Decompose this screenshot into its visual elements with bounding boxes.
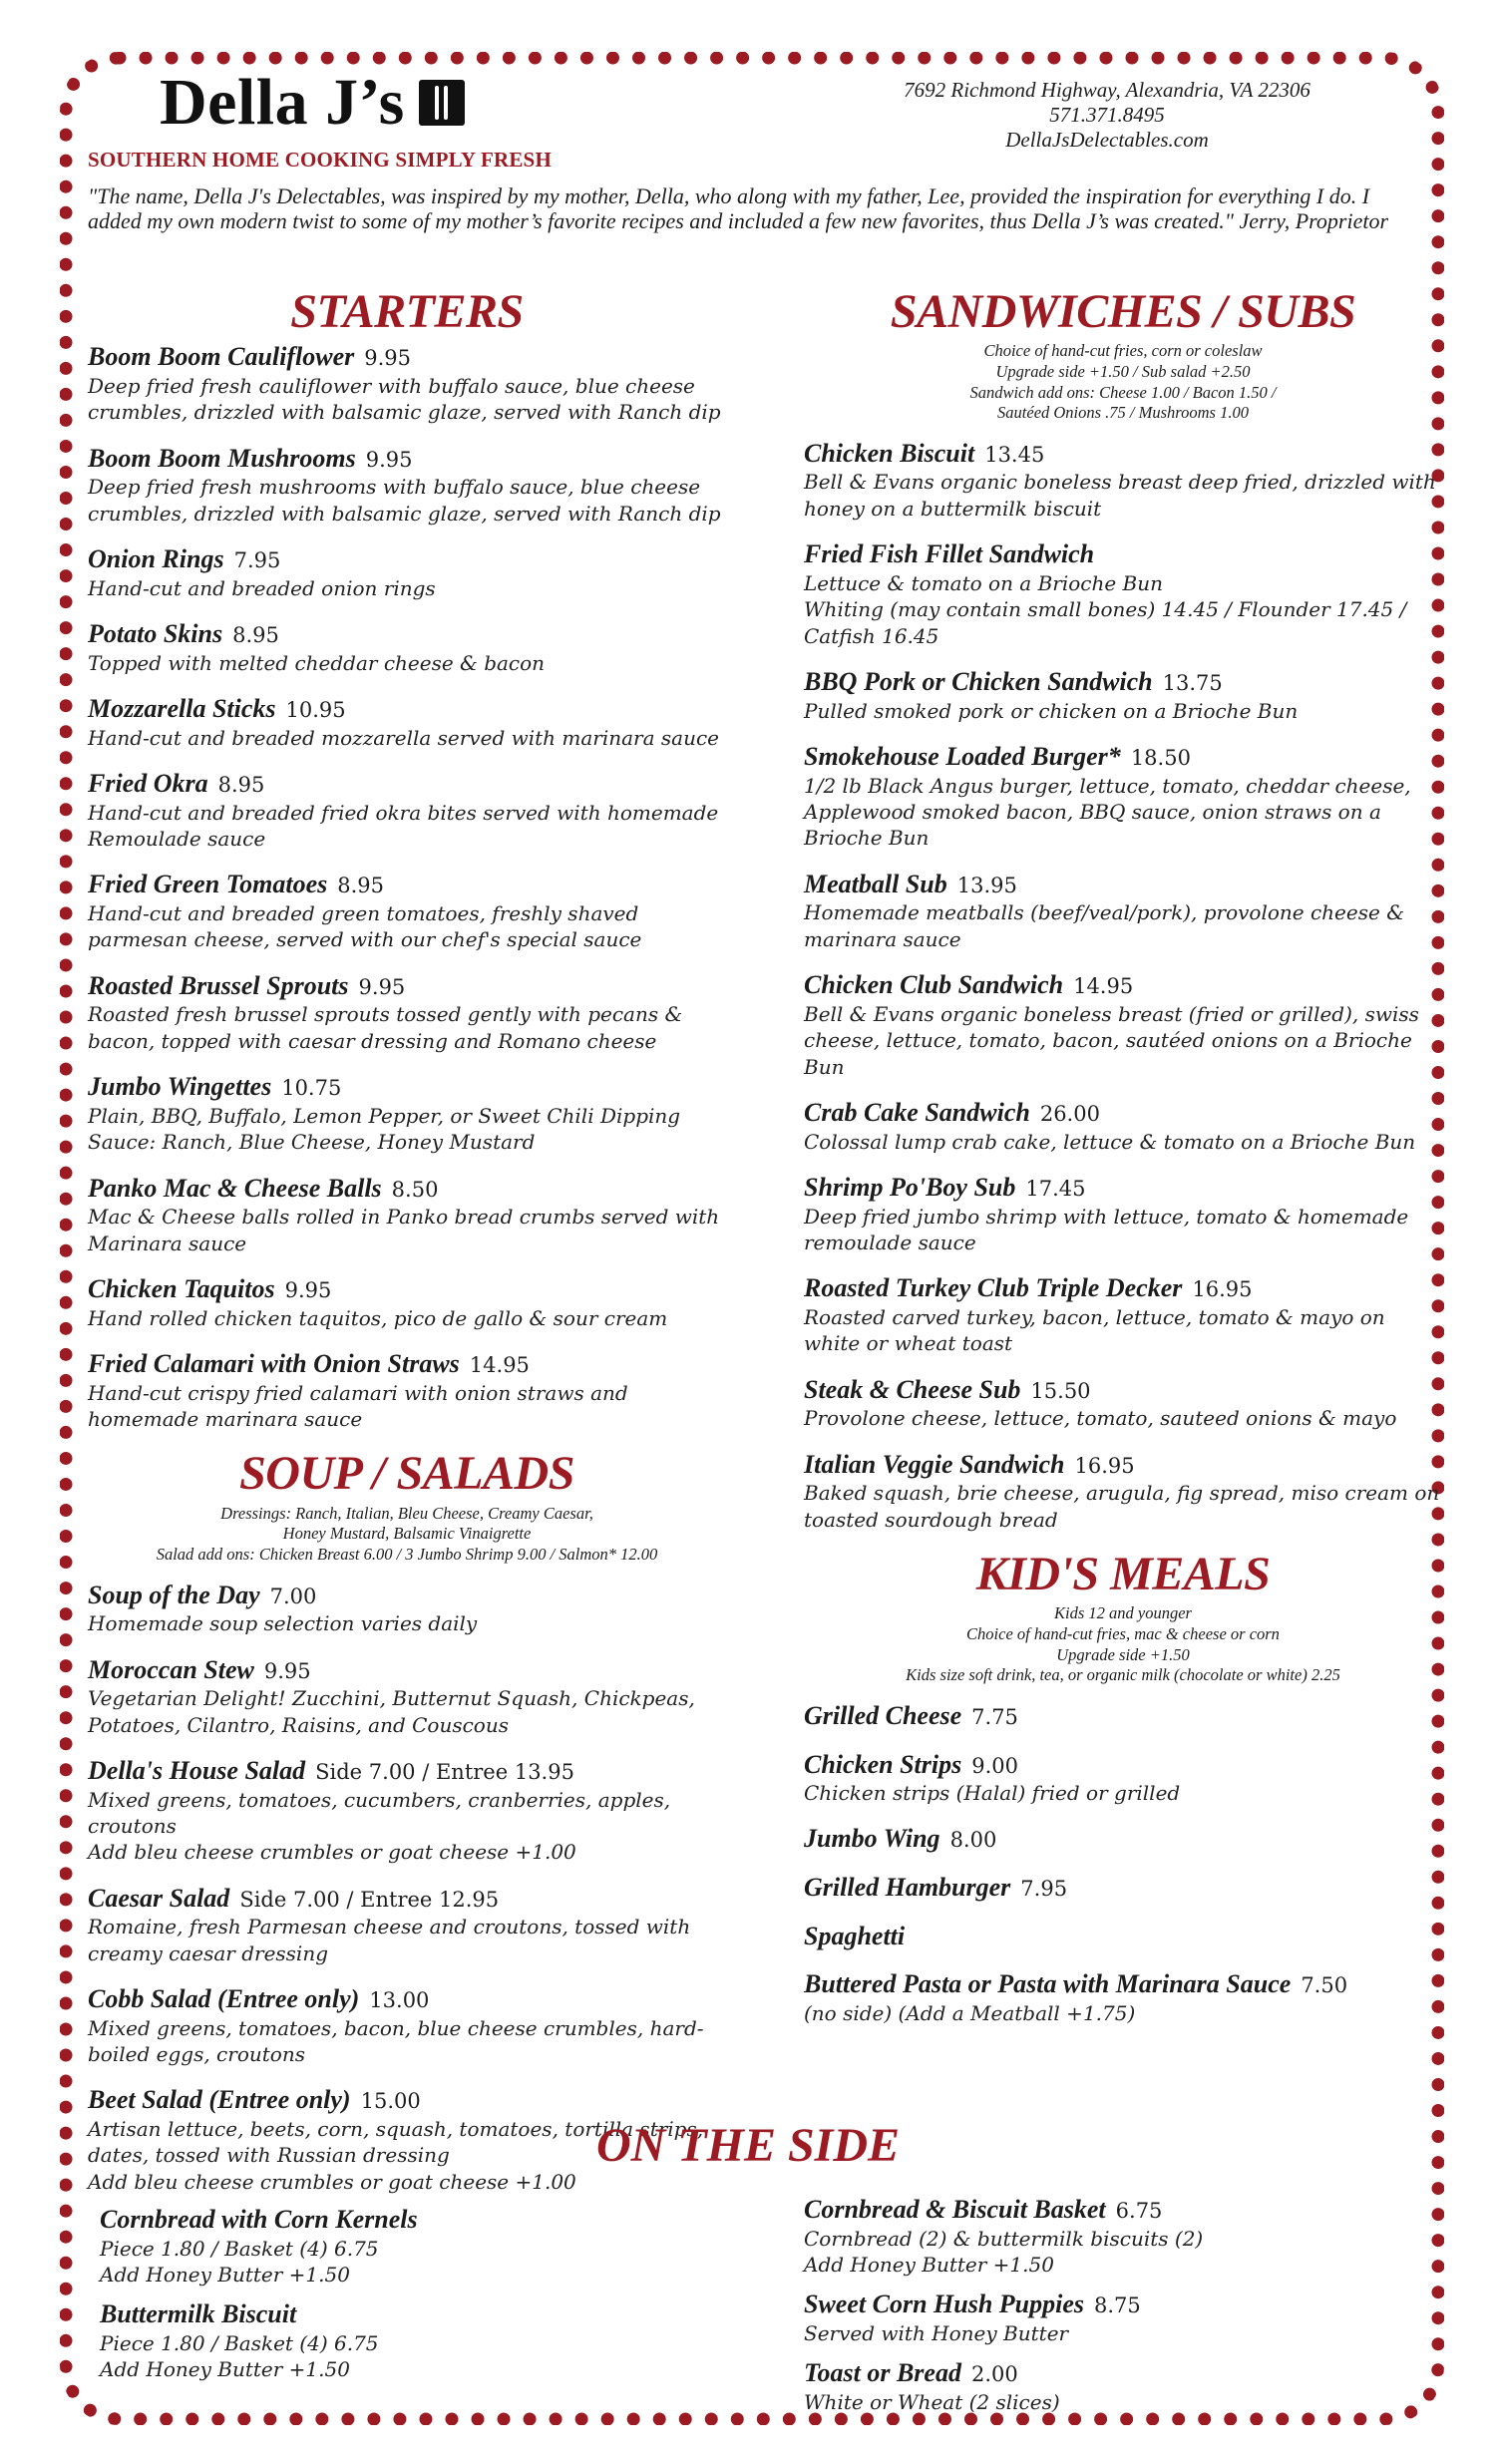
menu-item-header <box>88 768 726 800</box>
menu-item-name: Beet Salad (Entree only) <box>88 2085 351 2115</box>
menu-item-header <box>88 1580 726 1611</box>
menu-item-description: Roasted fresh brussel sprouts tossed gently with pecans & <box>88 1002 683 1027</box>
menu-item <box>88 543 726 601</box>
soup-salads-title: SOUP / SALADS <box>239 1447 574 1501</box>
menu-item-description: Mac & Cheese balls rolled in Panko bread crumbs served with <box>88 1205 720 1230</box>
menu-item-description: honey on a buttermilk biscuit <box>804 496 1102 521</box>
menu-item-price: 7.75 <box>971 1704 1018 1729</box>
menu-item-name: Fried Fish Fillet Sandwich <box>804 539 1095 569</box>
menu-item-description: Hand-cut and breaded onion rings <box>88 575 436 600</box>
sandwiches-list <box>804 438 1442 1533</box>
menu-item-price: 16.95 <box>1074 1453 1135 1478</box>
menu-item-name: Cobb Salad (Entree only) <box>88 1984 360 2014</box>
menu-item-description: Hand-cut and breaded green tomatoes, freshly shaved <box>88 901 639 926</box>
menu-item-price: 7.95 <box>1020 1877 1068 1902</box>
menu-item-header <box>88 1883 726 1915</box>
menu-item-name: BBQ Pork or Chicken Sandwich <box>804 667 1153 697</box>
menu-item-description: Bell & Evans organic boneless breast (fried or grilled), swiss <box>804 1001 1419 1026</box>
menu-item-description: boiled eggs, croutons <box>88 2042 305 2067</box>
fork-knife-icon <box>419 80 465 126</box>
menu-item-header <box>88 1273 726 1305</box>
menu-item <box>88 443 726 527</box>
menu-item-header <box>88 618 726 650</box>
menu-item-header <box>88 970 726 1002</box>
menu-item-header <box>804 1823 1442 1855</box>
menu-item-description: marinara sauce <box>804 926 961 951</box>
tagline: SOUTHERN HOME COOKING SIMPLY FRESH <box>88 148 552 172</box>
menu-item-price: 13.75 <box>1162 671 1223 696</box>
menu-item-description: Lettuce & tomato on a Brioche Bun <box>804 570 1164 595</box>
menu-item-header <box>804 1172 1442 1204</box>
menu-item-price: 9.95 <box>284 1277 332 1302</box>
note-line: Dressings: Ranch, Italian, Bleu Cheese, Creamy Caesar, <box>220 1503 593 1523</box>
menu-item-header <box>804 666 1442 698</box>
menu-item-description: Homemade meatballs (beef/veal/pork), provolone cheese & <box>804 900 1404 925</box>
logo-text: Della J’s <box>160 66 405 139</box>
right-column <box>804 281 1442 2043</box>
menu-item <box>88 1273 726 1331</box>
left-column <box>88 281 726 2212</box>
menu-item-description: Deep fried fresh cauliflower with buffalo sauce, blue cheese <box>88 373 695 398</box>
menu-item-price: 14.95 <box>1073 974 1134 999</box>
menu-item-price: 8.95 <box>337 874 385 898</box>
menu-item-price: 8.95 <box>232 623 279 648</box>
menu-item-name: Boom Boom Mushrooms <box>88 443 356 473</box>
menu-item-description: Provolone cheese, lettuce, tomato, sauteed onions & mayo <box>804 1406 1397 1431</box>
starters-title: STARTERS <box>290 285 524 338</box>
menu-item-description: Mixed greens, tomatoes, cucumbers, cranberries, apples, <box>88 1787 671 1812</box>
menu-item-description: Remoulade sauce <box>88 827 266 852</box>
menu-item <box>88 1348 726 1432</box>
menu-item-price: 9.00 <box>971 1753 1018 1778</box>
menu-item-price: 9.95 <box>358 974 406 999</box>
menu-item-header <box>88 2084 726 2116</box>
menu-item-name: Grilled Hamburger <box>804 1873 1011 1903</box>
menu-item-description: Deep fried jumbo shrimp with lettuce, tomato & homemade <box>804 1204 1409 1229</box>
soup-salads-list <box>88 1580 726 2196</box>
menu-item-description: Mixed greens, tomatoes, bacon, blue cheese crumbles, hard- <box>88 2015 704 2040</box>
menu-item-description: Hand-cut crispy fried calamari with onion straws and <box>88 1380 628 1405</box>
menu-item-price: 10.75 <box>281 1076 342 1101</box>
menu-item-name: Chicken Taquitos <box>88 1273 275 1303</box>
menu-item-name: Soup of the Day <box>88 1580 260 1609</box>
menu-item <box>100 2298 718 2382</box>
menu-item-price: 6.75 <box>1115 2199 1163 2223</box>
menu-item <box>804 538 1442 649</box>
menu-item-name: Shrimp Po'Boy Sub <box>804 1172 1016 1202</box>
menu-item-description: remoulade sauce <box>804 1230 976 1254</box>
menu-item-description: 1/2 lb Black Angus burger, lettuce, tomato, cheddar cheese, <box>804 773 1411 798</box>
menu-item-header <box>804 2288 1422 2320</box>
note-line: Sandwich add ons: Cheese 1.00 / Bacon 1.50 / <box>969 382 1277 402</box>
brand-block <box>88 66 606 173</box>
menu-item <box>804 2357 1422 2415</box>
menu-item-description: Vegetarian Delight! Zucchini, Butternut Squash, Chickpeas, <box>88 1686 695 1711</box>
menu-item <box>804 1823 1442 1855</box>
menu-item-description: toasted sourdough bread <box>804 1507 1058 1532</box>
menu-item-price: 9.95 <box>364 346 412 371</box>
menu-item-header <box>804 1700 1442 1732</box>
menu-item-price: 7.00 <box>269 1584 317 1608</box>
menu-item-name: Toast or Bread <box>804 2358 961 2388</box>
menu-item-description: White or Wheat (2 slices) <box>804 2389 1060 2414</box>
menu-item <box>804 438 1442 522</box>
note-line: Salad add ons: Chicken Breast 6.00 / 3 Jumbo Shrimp 9.00 / Salmon* 12.00 <box>156 1544 658 1564</box>
menu-item <box>804 2288 1422 2346</box>
menu-item-header <box>804 1374 1442 1406</box>
menu-item-description: dates, tossed with Russian dressing <box>88 2143 450 2168</box>
menu-item <box>804 1921 1442 1952</box>
menu-item-description: Catfish 16.45 <box>804 623 939 648</box>
menu-item-header <box>100 2204 718 2236</box>
menu-item-name: Steak & Cheese Sub <box>804 1374 1021 1404</box>
note-line: Kids 12 and younger <box>1054 1603 1192 1623</box>
menu-item-name: Cornbread & Biscuit Basket <box>804 2195 1106 2224</box>
menu-item-description: creamy caesar dressing <box>88 1940 329 1965</box>
menu-item-header <box>88 341 726 373</box>
menu-item-description: Marinara sauce <box>88 1231 247 1255</box>
menu-item <box>804 1272 1442 1356</box>
menu-item-header <box>88 543 726 575</box>
menu-item-name: Fried Okra <box>88 769 208 799</box>
note-line: Sautéed Onions .75 / Mushrooms 1.00 <box>997 403 1249 423</box>
menu-item-name: Onion Rings <box>88 544 224 574</box>
menu-item-name: Panko Mac & Cheese Balls <box>88 1173 382 1203</box>
menu-item <box>88 1580 726 1637</box>
menu-item-description: Hand-cut and breaded mozzarella served with marinara sauce <box>88 725 719 750</box>
menu-item-name: Sweet Corn Hush Puppies <box>804 2289 1085 2319</box>
menu-item <box>804 1097 1442 1155</box>
menu-item-description: Whiting (may contain small bones) 14.45 / Flounder 17.45 / <box>804 597 1407 622</box>
menu-item-description: Topped with melted cheddar cheese & bacon <box>88 650 546 675</box>
menu-item-name: Grilled Cheese <box>804 1700 962 1730</box>
menu-item-name: Mozzarella Sticks <box>88 694 276 724</box>
phone: 571.371.8495 <box>1049 103 1165 128</box>
menu-item-description: homemade marinara sauce <box>88 1406 363 1431</box>
menu-item-description: Add bleu cheese crumbles or goat cheese +1.00 <box>88 1840 576 1865</box>
menu-item <box>804 741 1442 852</box>
menu-item-description: Romaine, fresh Parmesan cheese and croutons, tossed with <box>88 1915 691 1939</box>
menu-item-header <box>804 1097 1442 1129</box>
menu-item-header <box>88 693 726 725</box>
menu-item-header <box>88 443 726 475</box>
menu-item-description: Add Honey Butter +1.50 <box>100 2357 350 2382</box>
menu-item-price: 10.95 <box>285 698 346 723</box>
menu-item-name: Buttered Pasta or Pasta with Marinara Sauce <box>804 1969 1292 1999</box>
menu-item-name: Spaghetti <box>804 1921 906 1950</box>
menu-item-name: Italian Veggie Sandwich <box>804 1449 1065 1479</box>
menu-item-header <box>88 1755 726 1787</box>
menu-item-header <box>88 1654 726 1686</box>
menu-item-header <box>804 438 1442 470</box>
menu-item-name: Smokehouse Loaded Burger* <box>804 742 1121 772</box>
kids-title: KID'S MEALS <box>975 1548 1271 1601</box>
menu-item-price: 9.95 <box>365 447 413 472</box>
menu-item-description: crumbles, drizzled with balsamic glaze, served with Ranch dip <box>88 501 721 526</box>
menu-item-header <box>88 1173 726 1205</box>
menu-item-description: Cornbread (2) & buttermilk biscuits (2) <box>804 2226 1204 2251</box>
menu-item-name: Roasted Turkey Club Triple Decker <box>804 1273 1183 1303</box>
menu-item-price: 13.00 <box>369 1988 430 2013</box>
menu-item-price: 8.00 <box>949 1828 997 1853</box>
menu-item-description: croutons <box>88 1813 177 1838</box>
menu-item <box>88 1755 726 1866</box>
menu-item-description: Pulled smoked pork or chicken on a Brioche Bun <box>804 698 1299 723</box>
menu-item-header <box>804 538 1442 570</box>
menu-item-header <box>804 969 1442 1001</box>
starters-list <box>88 341 726 1432</box>
menu-item <box>88 341 726 425</box>
menu-item <box>88 1983 726 2067</box>
menu-item-name: Della's House Salad <box>88 1755 306 1785</box>
menu-item <box>804 1172 1442 1255</box>
menu-item-price: 8.75 <box>1094 2293 1141 2318</box>
menu-item-description: crumbles, drizzled with balsamic glaze, served with Ranch dip <box>88 400 721 425</box>
menu-item-name: Roasted Brussel Sprouts <box>88 970 349 1000</box>
menu-item-description: Sauce: Ranch, Blue Cheese, Honey Mustard <box>88 1130 536 1155</box>
menu-item-description: Hand-cut and breaded fried okra bites served with homemade <box>88 800 719 825</box>
menu-item <box>88 869 726 952</box>
on-the-side-right-list <box>804 2194 1422 2426</box>
menu-item <box>804 1700 1442 1732</box>
menu-item <box>804 666 1442 724</box>
menu-item-description: Add Honey Butter +1.50 <box>804 2252 1054 2277</box>
menu-item <box>804 1449 1442 1533</box>
menu-item-description: Artisan lettuce, beets, corn, squash, tomatoes, tortilla strips, <box>88 2117 704 2142</box>
menu-item-name: Meatball Sub <box>804 869 947 898</box>
menu-item-header <box>88 1071 726 1103</box>
note-line: Upgrade side +1.50 / Sub salad +2.50 <box>995 362 1251 382</box>
soup-salads-note <box>88 1504 726 1566</box>
on-the-side-title: ON THE SIDE <box>595 2119 901 2172</box>
menu-item-name: Potato Skins <box>88 619 223 649</box>
menu-item <box>88 768 726 852</box>
menu-item-header <box>804 1921 1442 1952</box>
menu-item-price: 18.50 <box>1130 746 1191 771</box>
menu-item-price: Side 7.00 / Entree 13.95 <box>315 1759 574 1784</box>
note-line: Choice of hand-cut fries, corn or coleslaw <box>983 341 1263 361</box>
menu-item-description: (no side) (Add a Meatball +1.75) <box>804 2000 1136 2025</box>
menu-item-name: Fried Green Tomatoes <box>88 870 328 899</box>
menu-item-description: Add Honey Butter +1.50 <box>100 2262 350 2287</box>
menu-item-header <box>804 1272 1442 1304</box>
menu-item-description: Piece 1.80 / Basket (4) 6.75 <box>100 2236 379 2261</box>
note-line: Upgrade side +1.50 <box>1056 1644 1190 1664</box>
menu-item-name: Cornbread with Corn Kernels <box>100 2205 418 2234</box>
on-the-side-left-list <box>100 2204 718 2394</box>
menu-item-header <box>88 869 726 900</box>
menu-item-price: 15.00 <box>360 2089 421 2114</box>
address: 7692 Richmond Highway, Alexandria, VA 22306 <box>904 78 1310 102</box>
menu-item-description: Brioche Bun <box>804 826 930 851</box>
menu-item-description: Baked squash, brie cheese, arugula, fig spread, miso cream on <box>804 1481 1440 1506</box>
menu-item-price: 2.00 <box>970 2362 1018 2387</box>
menu-item-price: 17.45 <box>1025 1176 1086 1201</box>
menu-item-name: Chicken Biscuit <box>804 438 975 468</box>
menu-item <box>804 1872 1442 1904</box>
menu-item-description: Add bleu cheese crumbles or goat cheese +1.00 <box>88 2169 576 2194</box>
kids-note <box>804 1603 1442 1686</box>
menu-item-description: bacon, topped with caesar dressing and Romano cheese <box>88 1028 657 1053</box>
menu-item <box>88 1654 726 1738</box>
sandwiches-note <box>804 341 1442 424</box>
menu-item-header <box>804 869 1442 900</box>
menu-item-name: Jumbo Wingettes <box>88 1072 272 1102</box>
menu-item-price: 13.45 <box>984 442 1045 467</box>
menu-item-header <box>88 1348 726 1380</box>
menu-item-name: Fried Calamari with Onion Straws <box>88 1348 460 1378</box>
menu-item-description: Deep fried fresh mushrooms with buffalo sauce, blue cheese <box>88 475 701 500</box>
sandwiches-title: SANDWICHES / SUBS <box>890 285 1356 338</box>
menu-item-price: 8.95 <box>217 773 265 798</box>
menu-item-price: 15.50 <box>1030 1378 1091 1403</box>
menu-item-header <box>804 1449 1442 1481</box>
menu-item-description: white or wheat toast <box>804 1331 1013 1356</box>
menu-item-price: 16.95 <box>1192 1277 1253 1302</box>
menu-item-description: Hand rolled chicken taquitos, pico de gallo & sour cream <box>88 1305 668 1330</box>
note-line: Kids size soft drink, tea, or organic milk (chocolate or white) 2.25 <box>906 1665 1340 1685</box>
menu-item-header <box>100 2298 718 2330</box>
logo <box>160 66 606 139</box>
menu-item-name: Caesar Salad <box>88 1883 230 1913</box>
contact-info <box>828 78 1386 154</box>
menu-item-header <box>804 1968 1442 2000</box>
menu-item-header <box>804 741 1442 773</box>
menu-item-price: 14.95 <box>469 1352 530 1377</box>
menu-item-name: Crab Cake Sandwich <box>804 1097 1030 1127</box>
menu-item <box>88 693 726 751</box>
menu-item <box>88 1071 726 1155</box>
menu-item <box>88 1883 726 1966</box>
website: DellaJsDelectables.com <box>1005 128 1209 153</box>
menu-item <box>88 1173 726 1256</box>
menu-item <box>804 1968 1442 2026</box>
menu-item-price: 9.95 <box>263 1658 311 1683</box>
menu-item-description: Roasted carved turkey, bacon, lettuce, tomato & mayo on <box>804 1304 1385 1329</box>
menu-item-description: Chicken strips (Halal) fried or grilled <box>804 1781 1181 1806</box>
note-line: Choice of hand-cut fries, mac & cheese or corn <box>966 1624 1280 1644</box>
menu-item-name: Chicken Club Sandwich <box>804 970 1064 1000</box>
menu-item-price: 13.95 <box>956 873 1017 897</box>
menu-item-description: Piece 1.80 / Basket (4) 6.75 <box>100 2330 379 2355</box>
note-line: Honey Mustard, Balsamic Vinaigrette <box>282 1524 532 1544</box>
menu-item-price: 7.50 <box>1301 1973 1348 1998</box>
menu-item <box>100 2204 718 2288</box>
menu-item <box>88 970 726 1054</box>
menu-item-price: 26.00 <box>1039 1101 1100 1126</box>
menu-item-header <box>804 1872 1442 1904</box>
menu-item-header <box>804 2194 1422 2226</box>
menu-item-name: Chicken Strips <box>804 1749 962 1779</box>
menu-item <box>804 1749 1442 1807</box>
menu-item-description: cheese, lettuce, tomato, bacon, sautéed onions on a Brioche Bun <box>804 1028 1412 1079</box>
menu-item-description: Colossal lump crab cake, lettuce & tomato on a Brioche Bun <box>804 1129 1416 1154</box>
menu-item-name: Boom Boom Cauliflower <box>88 342 355 372</box>
menu-item-description: parmesan cheese, served with our chef's special sauce <box>88 927 642 952</box>
menu-item <box>88 618 726 676</box>
menu-item <box>804 869 1442 952</box>
menu-item-header <box>88 1983 726 2015</box>
menu-item-price: Side 7.00 / Entree 12.95 <box>239 1887 500 1912</box>
menu-item-description: Plain, BBQ, Buffalo, Lemon Pepper, or Sweet Chili Dipping <box>88 1103 681 1128</box>
menu-item-header <box>804 1749 1442 1781</box>
menu-item-description: Bell & Evans organic boneless breast deep fried, drizzled with <box>804 470 1436 495</box>
menu-item-header <box>804 2357 1422 2389</box>
menu-item-description: Potatoes, Cilantro, Raisins, and Couscous <box>88 1712 509 1737</box>
menu-item <box>804 1374 1442 1432</box>
kids-list <box>804 1700 1442 2026</box>
menu-item-description: Applewood smoked bacon, BBQ sauce, onion straws on a <box>804 800 1381 824</box>
menu-item-description: Served with Honey Butter <box>804 2320 1069 2345</box>
menu-item-description: Homemade soup selection varies daily <box>88 1611 478 1636</box>
menu-item-price: 8.50 <box>391 1177 439 1202</box>
menu-item-name: Moroccan Stew <box>88 1654 254 1684</box>
intro-quote: "The name, Della J's Delectables, was inspired by my mother, Della, who along with my father, Lee, provided the inspiration for everything I do. I added my own modern twist to some of my mother’s favorite recipes and included a few new favorites, thus Della J’s was created." Jerry, Proprietor <box>88 183 1389 234</box>
menu-item <box>804 2194 1422 2278</box>
menu-item-name: Buttermilk Biscuit <box>100 2299 297 2329</box>
menu-item <box>804 969 1442 1080</box>
menu-item-name: Jumbo Wing <box>804 1824 940 1854</box>
menu-item-price: 7.95 <box>233 548 281 573</box>
